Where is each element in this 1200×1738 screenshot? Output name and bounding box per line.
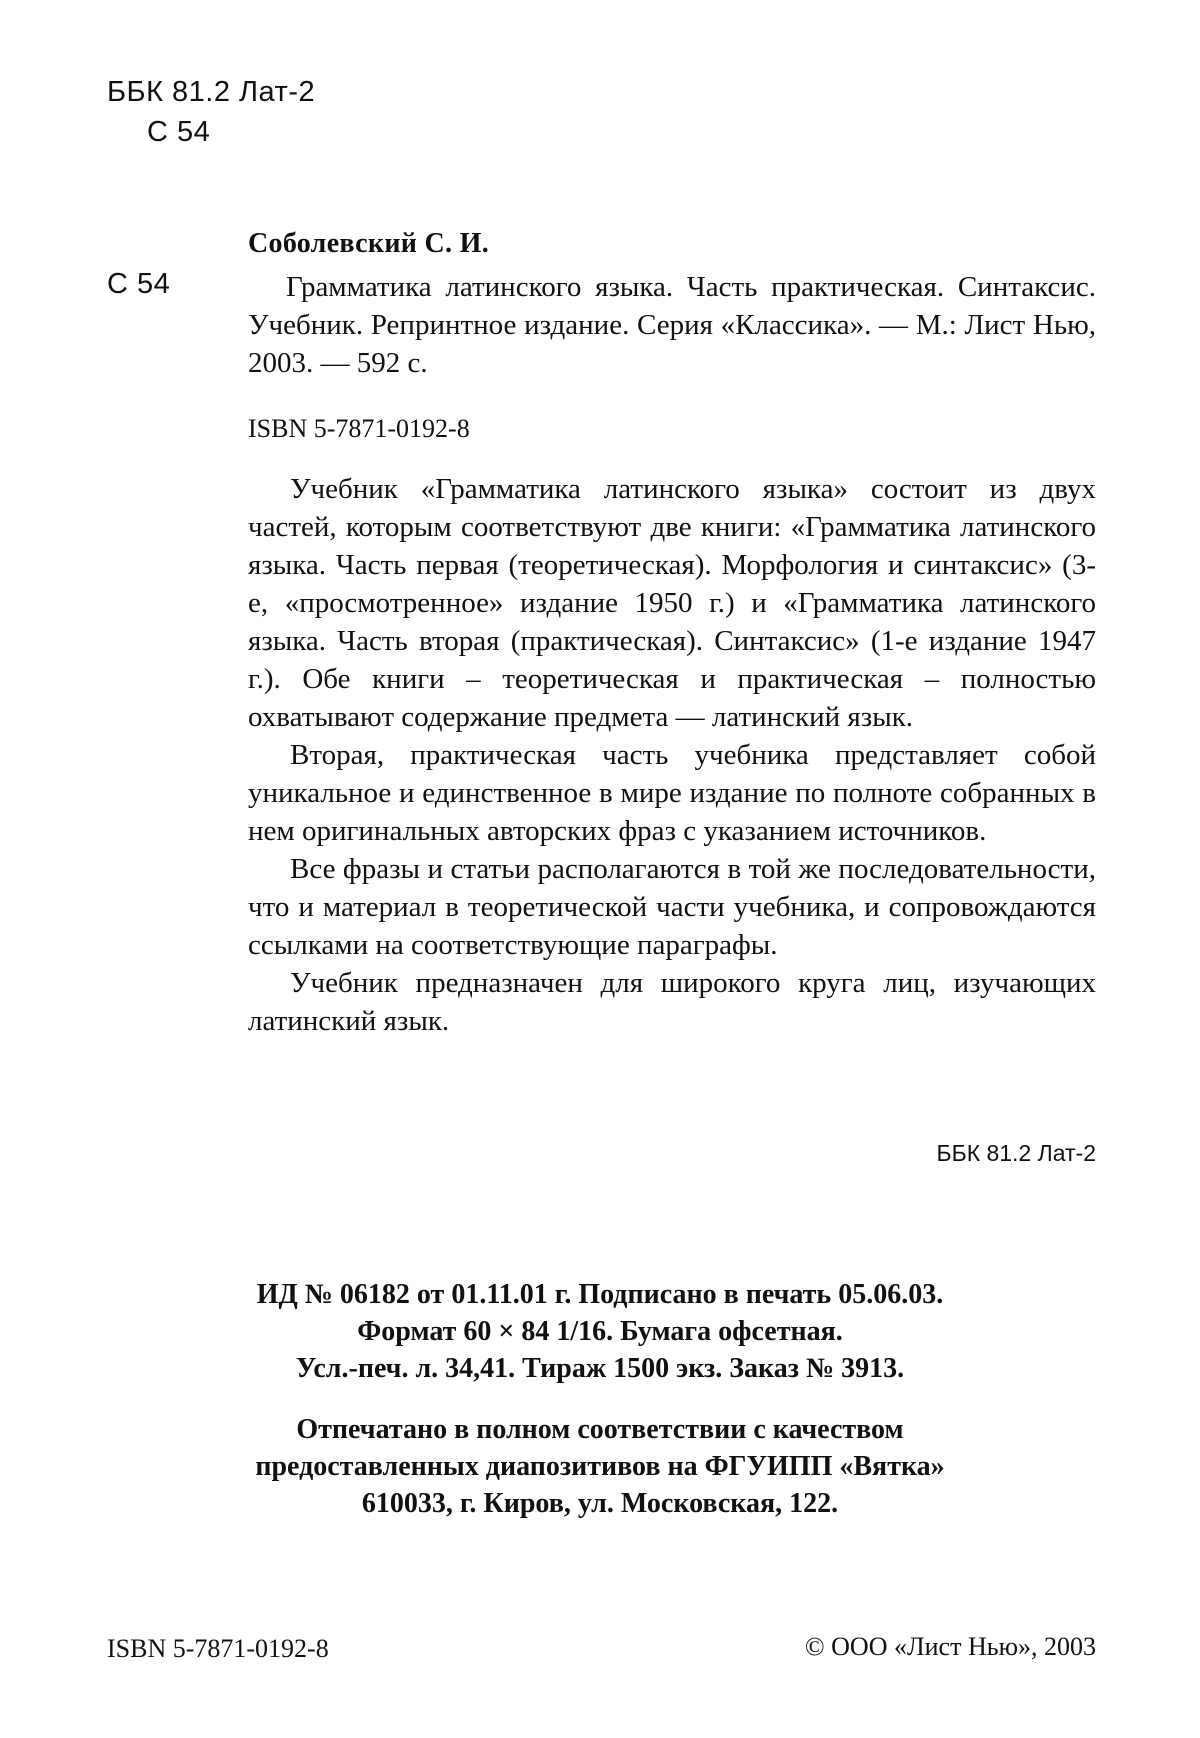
imprint-line: Формат 60 × 84 1/16. Бумага офсетная. xyxy=(357,1316,843,1347)
annotation-paragraph: Все фразы и статьи располагаются в той же последовательности, что и материал в теоретической части учебника, и сопровождаются ссылками на соответствующие параграфы. xyxy=(248,853,1096,961)
isbn-record: ISBN 5-7871-0192-8 xyxy=(248,414,470,443)
bbk-classification: ББК 81.2 Лат-2 xyxy=(107,76,316,108)
annotation-paragraph: Учебник «Грамматика латинского языка» состоит из двух частей, которым соответствуют две книги: «Грамматика латинского языка. Часть первая (теоретическая). Морфология и синтаксис» (3-е, «просмотренное» издание 1950 г.) и «Грамматика латинского языка. Часть вторая (практическая). Синтаксис» (1-е издание 1947 г.). Обе книги – теоретическая и практическая – полностью охватывают содержание предмета — латинский язык. xyxy=(248,473,1096,733)
printer-block xyxy=(0,1411,1200,1522)
annotation-paragraph: Вторая, практическая часть учебника представляет собой уникальное и единственное в мире издание по полноте собранных в нем оригинальных авторских фраз с указанием источников. xyxy=(248,739,1096,847)
imprint-line: ИД № 06182 от 01.11.01 г. Подписано в печать 05.06.03. xyxy=(256,1279,944,1310)
author-mark: С 54 xyxy=(147,116,211,148)
annotation-paragraph: Учебник предназначен для широкого круга лиц, изучающих латинский язык. xyxy=(248,967,1096,1037)
imprint-line: Усл.-печ. л. 34,41. Тираж 1500 экз. Заказ № 3913. xyxy=(295,1353,905,1384)
printer-line: Отпечатано в полном соответствии с качеством xyxy=(296,1414,904,1445)
footer-isbn: ISBN 5-7871-0192-8 xyxy=(107,1634,329,1663)
copyright-notice: © ООО «Лист Нью», 2003 xyxy=(804,1632,1096,1661)
annotation xyxy=(248,470,1096,1040)
printer-line: предоставленных диапозитивов на ФГУИПП «Вятка» xyxy=(255,1451,945,1482)
author-name: Соболевский С. И. xyxy=(248,228,490,259)
printer-line: 610033, г. Киров, ул. Московская, 122. xyxy=(361,1488,839,1519)
bibliographic-citation: Грамматика латинского языка. Часть практическая. Синтаксис. Учебник. Репринтное издание. Серия «Классика». — М.: Лист Нью, 2003. — 592 с. xyxy=(248,271,1096,379)
imprint-block xyxy=(0,1276,1200,1387)
call-number: С 54 xyxy=(107,268,171,300)
bbk-bottom: ББК 81.2 Лат-2 xyxy=(936,1140,1096,1166)
